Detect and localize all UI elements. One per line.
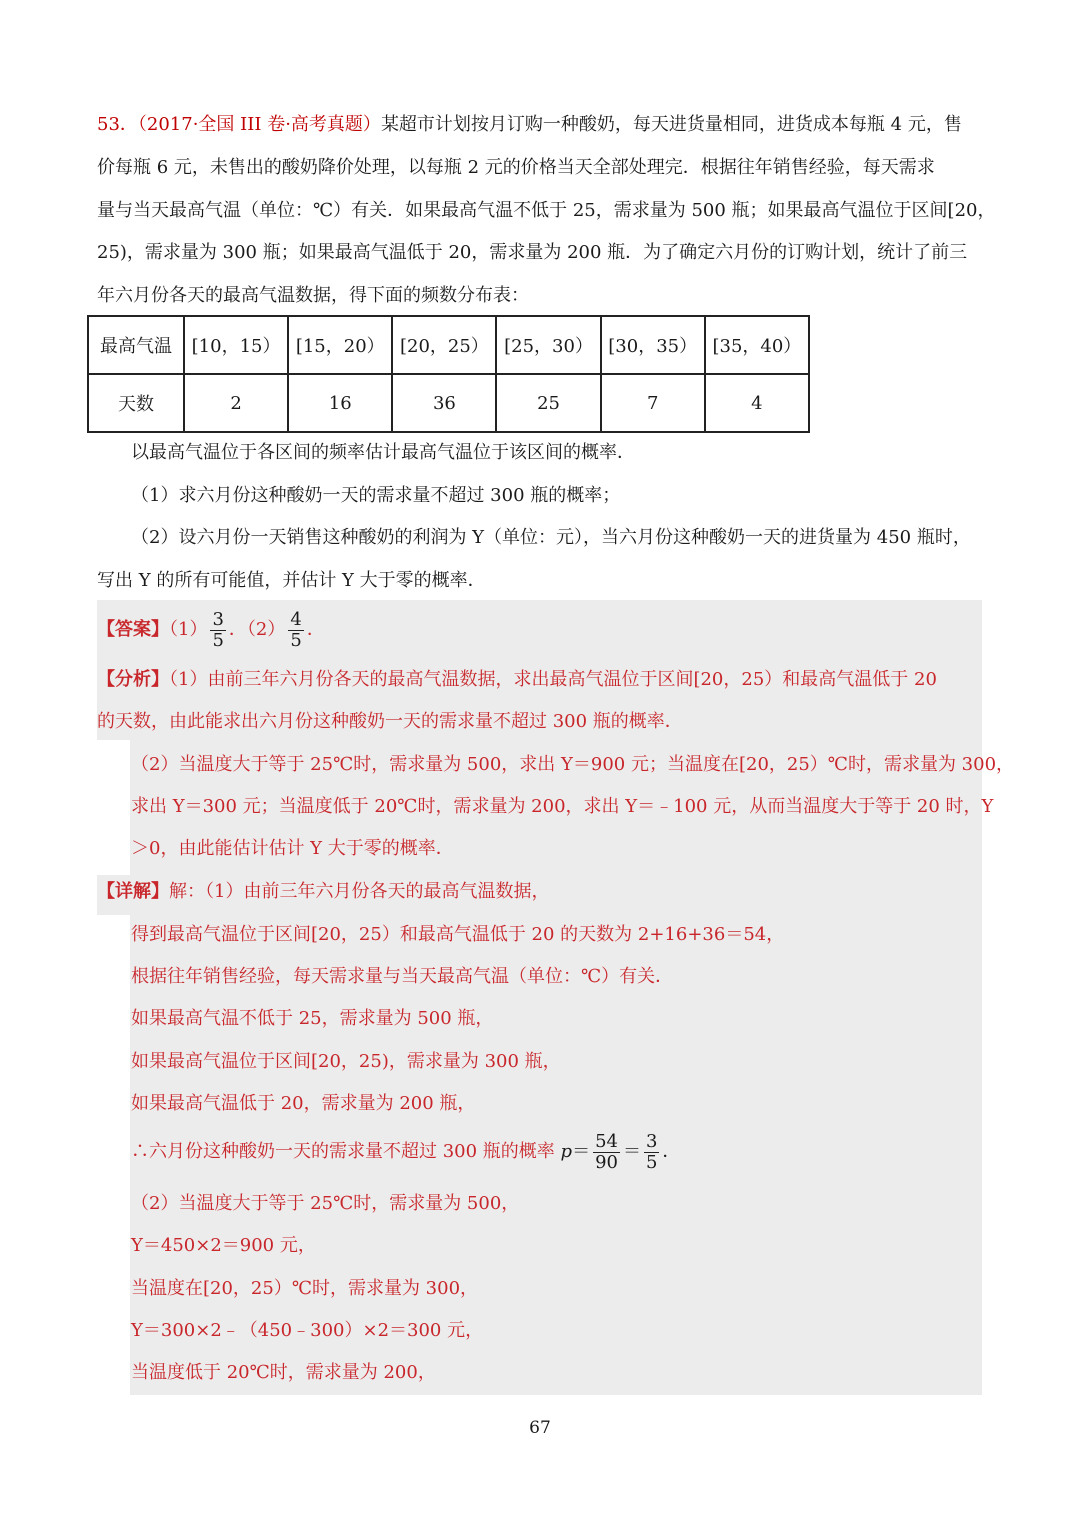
fraction-denominator: 5: [212, 629, 224, 651]
question-line-4: 25)，需求量为 300 瓶；如果最高气温低于 20，需求量为 200 瓶．为了确定六月份的订购计划，统计了前三: [97, 242, 968, 263]
probability-fraction-1: [593, 1132, 620, 1173]
question-part-1: （1）求六月份这种酸奶一天的需求量不超过 300 瓶的概率；: [131, 485, 621, 506]
question-text-1: 某超市计划按月订购一种酸奶，每天进货量相同，进货成本每瓶 4 元，售: [380, 114, 962, 135]
question-line-2: 价每瓶 6 元，未售出的酸奶降价处理，以每瓶 2 元的价格当天全部处理完．根据往年销售经验，每天需求: [97, 157, 935, 178]
table-header-days: 天数: [88, 374, 184, 432]
fraction-numerator: 3: [645, 1130, 658, 1152]
table-cell-interval: [35，40）: [705, 316, 809, 374]
analysis-text-1: （1）由前三年六月份各天的最高气温数据，求出最高气温位于区间[20，25）和最高气温低于 20: [169, 669, 937, 690]
detail-part2-line-3: 当温度在[20，25）℃时，需求量为 300，: [131, 1278, 479, 1299]
probability-fraction-2: [644, 1132, 659, 1173]
detail-line-6: 如果最高气温低于 20，需求量为 200 瓶，: [131, 1093, 476, 1114]
detail-line-2: 得到最高气温位于区间[20，25）和最高气温低于 20 的天数为 2+16+36＝54，: [131, 924, 785, 945]
analysis-line-1: [97, 667, 937, 693]
analysis-line-2: 的天数，由此能求出六月份这种酸奶一天的需求量不超过 300 瓶的概率．: [97, 711, 683, 732]
fraction-numerator: 4: [290, 608, 302, 630]
table-cell-interval: [25，30）: [496, 316, 600, 374]
page-number: 67: [529, 1418, 551, 1438]
detail-probability-line: [131, 1128, 680, 1176]
probability-prefix: ∴六月份这种酸奶一天的需求量不超过 300 瓶的概率: [131, 1141, 561, 1162]
detail-line-1: [97, 879, 549, 905]
detail-tag: 【详解】: [97, 881, 169, 902]
question-number: 53．: [97, 114, 138, 135]
question-part-2-cont: 写出 Y 的所有可能值，并估计 Y 大于零的概率．: [97, 570, 486, 591]
question-source: （2017·全国 III 卷·高考真题）: [137, 114, 381, 135]
detail-text-1: 解：（1）由前三年六月份各天的最高气温数据，: [169, 881, 550, 902]
analysis-line-3: （2）当温度大于等于 25℃时，需求量为 500，求出 Y＝900 元；当温度在[20，25）℃时，需求量为 300，: [131, 754, 1015, 775]
table-cell-interval: [30，35）: [601, 316, 705, 374]
table-cell-interval: [10，15）: [184, 316, 288, 374]
table-cell-days: 25: [496, 374, 600, 432]
table-cell-interval: [20，25）: [392, 316, 496, 374]
probability-end: ．: [662, 1141, 681, 1162]
table-cell-days: 4: [705, 374, 809, 432]
answer-line: [97, 606, 325, 654]
table-cell-interval: [15，20）: [288, 316, 392, 374]
table-row-temperature: [88, 316, 809, 374]
equals-sign: ＝: [622, 1141, 641, 1162]
fraction-denominator: 90: [595, 1151, 618, 1173]
detail-line-3: 根据往年销售经验，每天需求量与当天最高气温（单位：℃）有关．: [131, 966, 674, 987]
question-part-2: （2）设六月份一天销售这种酸奶的利润为 Y（单位：元），当六月份这种酸奶一天的进货量为 450 瓶时，: [131, 527, 971, 548]
table-row-days: [88, 374, 809, 432]
detail-part2-line-5: 当温度低于 20℃时，需求量为 200，: [131, 1362, 436, 1383]
fraction-denominator: 5: [290, 629, 302, 651]
analysis-line-4: 求出 Y＝300 元；当温度低于 20℃时，需求量为 200，求出 Y＝﹣100 元，从而当温度大于等于 20 时，Y: [131, 796, 994, 817]
answer-part-1: （1）: [169, 619, 208, 640]
fraction-numerator: 54: [595, 1130, 618, 1152]
answer-fraction-2: [288, 610, 303, 651]
detail-part2-line-1: （2）当温度大于等于 25℃时，需求量为 500，: [131, 1193, 520, 1214]
table-cell-days: 16: [288, 374, 392, 432]
fraction-denominator: 5: [645, 1151, 658, 1173]
detail-line-4: 如果最高气温不低于 25，需求量为 500 瓶，: [131, 1008, 494, 1029]
question-line-5: 年六月份各天的最高气温数据，得下面的频数分布表：: [97, 285, 529, 306]
answer-end: ．: [306, 619, 325, 640]
question-line-3: 量与当天最高气温（单位：℃）有关．如果最高气温不低于 25，需求量为 500 瓶；如果最高气温位于区间[20，: [97, 200, 996, 221]
answer-fraction-1: [210, 610, 225, 651]
detail-part2-line-2: Y＝450×2＝900 元，: [131, 1235, 316, 1256]
analysis-line-5: ＞0，由此能估计估计 Y 大于零的概率．: [131, 838, 454, 859]
answer-mid: ．（2）: [228, 619, 286, 640]
detail-line-5: 如果最高气温位于区间[20，25)，需求量为 300 瓶，: [131, 1051, 561, 1072]
fraction-numerator: 3: [212, 608, 224, 630]
probability-variable: p: [560, 1141, 573, 1162]
detail-part2-line-4: Y＝300×2﹣（450﹣300）×2＝300 元，: [131, 1320, 484, 1341]
frequency-table: [87, 315, 810, 433]
table-cell-days: 2: [184, 374, 288, 432]
table-header-temperature: 最高气温: [88, 316, 184, 374]
table-cell-days: 7: [601, 374, 705, 432]
answer-tag: 【答案】: [97, 619, 169, 640]
table-cell-days: 36: [392, 374, 496, 432]
question-after-1: 以最高气温位于各区间的频率估计最高气温位于该区间的概率．: [131, 442, 635, 463]
equals-sign: ＝: [572, 1141, 591, 1162]
question-line-1: [97, 112, 962, 138]
analysis-tag: 【分析】: [97, 669, 169, 690]
